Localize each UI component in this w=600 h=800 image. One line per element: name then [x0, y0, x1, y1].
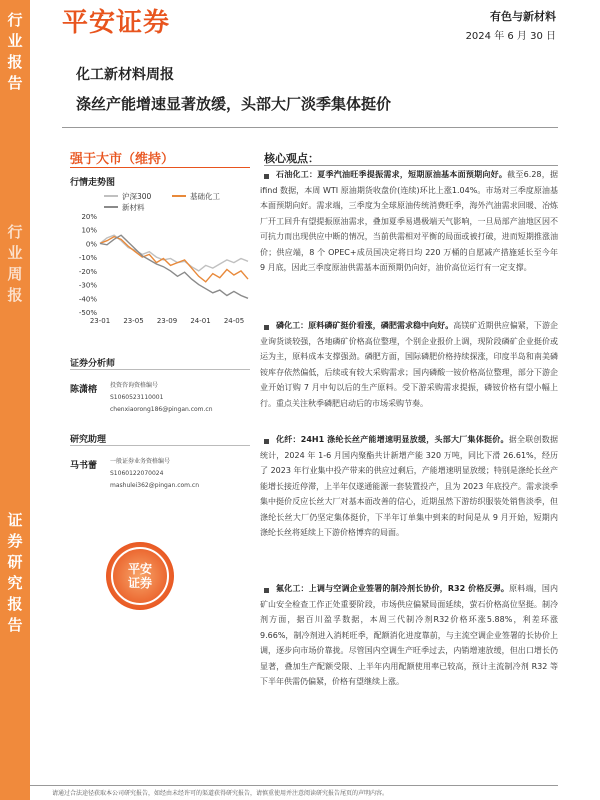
y-tick-label: -30%	[78, 281, 97, 290]
company-logo	[62, 6, 171, 38]
x-tick-label: 24-05	[223, 317, 245, 325]
market-trend-chart	[68, 190, 254, 325]
y-tick-label: 10%	[81, 226, 97, 235]
rating-divider	[70, 167, 250, 168]
logo-text: 平安证券	[62, 7, 171, 38]
side-label-top: 行业报告	[7, 11, 23, 92]
side-label-bottom: 证券研究报告	[7, 511, 23, 634]
analyst-name: 陈潇榕	[70, 385, 98, 395]
chart-title: 行情走势图	[70, 178, 116, 188]
y-tick-label: 0%	[85, 240, 97, 249]
view-lead: 石油化工：夏季汽油旺季提振需求，短期原油基本面预期向好。	[276, 170, 508, 179]
view-text: 截至6.28，据 ifind 数据，本周 WTI 原油期货收盘价(连续)环比上涨1.04%。市场对三季度原油基本面预期向好。需求端，三季度为全球原油传统消费旺季，海外汽油需求回暖、冶炼厂开工回升有望提振原油需求，叠加夏季易遇极端天气影响，一旦局部产油地区因不可抗力而出现供应中断的情况，当前供需相对平衡的局面或被打破，进而短期推涨油价；供应端，8 个 OPEC+成员国决定将日均 220 万桶的自愿减产措施延长至今年 9 月底，因此三季度原油供需基本面预期仍向好，油价高位运行有一定支撑。	[260, 170, 559, 272]
footer-divider	[30, 785, 558, 786]
seal-text-2: 证券	[127, 576, 152, 590]
footer-disclaimer: 请通过合法途径获取本公司研究报告，如经由未经许可的渠道获得研究报告，请慎重使用并注意阅读研究报告尾页的声明内容。	[52, 790, 389, 797]
y-tick-label: 20%	[81, 213, 97, 221]
legend-label: 基础化工	[190, 192, 220, 201]
x-tick-label: 24-01	[190, 317, 211, 325]
view-text: 据全联创数据统计，2024 年 1-6 月国内聚酯共计新增产能 320 万吨，同比下滑 26.61%，经历了 2023 年行业集中投产带来的供应过剩后，产能增速明显放缓；特别是涤纶长丝产能增长接近停滞，上半年仅遂通能源一套装置投产，且为 2023 年底投产。需求淡季集中挺价反应长丝大厂对基本面改善的信心，近期虽然下游纺织服装处销售淡季，但涤纶长丝大厂仍坚定集体挺价，下半年订单集中到来的时间是从 9 月开始，短期内涤纶长丝将延续上下游价格博弈的局面。	[260, 435, 558, 537]
analyst-section-title: 证券分析师	[70, 359, 116, 369]
company-seal	[106, 542, 174, 610]
report-date: 2024 年 6 月 30 日	[465, 31, 556, 42]
view-point-phosphorus	[260, 318, 558, 411]
view-point-petrochem	[260, 167, 558, 276]
rating-label: 强于大市（维持）	[70, 152, 175, 167]
assistant-section-title: 研究助理	[70, 435, 107, 445]
view-lead: 磷化工：原料磷矿挺价看涨，磷肥需求稳中向好。	[276, 321, 454, 330]
report-type: 化工新材料周报	[76, 67, 174, 83]
analyst-cert: 投资咨询资格编号	[110, 382, 159, 389]
assistant-code: S1060122070024	[110, 470, 164, 477]
seal-inner	[111, 547, 169, 605]
series-line	[100, 235, 248, 298]
core-views-heading: 核心观点：	[264, 152, 319, 165]
view-text: 原料端，国内矿山安全检查工作正处重要阶段，市场供应偏紧局面延续，萤石价格高位坚挺。制冷剂方面，据百川盈孚数据，本周三代制冷剂R32价格环涨5.88%，利差环涨9.66%，制冷剂进入消耗旺季，配额消化进度靠前，与主流空调企业签署的长协价上调，逐步向市场价靠拢。尽管国内空调生产旺季过去，内销增速放缓，但出口增长仍显著，叠加生产配额受限、上半年内用配额使用率已较高，预计主流制冷剂 R32 等下半年供需仍偏紧，价格有望继续上涨。	[260, 584, 559, 686]
view-lead: 化纤：24H1 涤纶长丝产能增速明显放缓，头部大厂集体挺价。	[276, 435, 509, 444]
legend-label: 新材料	[122, 203, 145, 212]
analyst-divider	[70, 369, 250, 370]
view-lead: 氟化工：上调与空调企业签署的制冷剂长协价，R32 价格反弹。	[276, 584, 510, 593]
side-banner	[0, 0, 30, 800]
analyst-email[interactable]: chenxiaorong186@pingan.com.cn	[110, 406, 213, 413]
side-label-middle: 行业周报	[7, 223, 23, 304]
core-views-divider	[264, 165, 558, 166]
series-line	[100, 237, 248, 282]
chart-svg	[68, 190, 254, 325]
view-point-fiber	[260, 432, 558, 541]
title-divider	[62, 127, 558, 128]
y-tick-label: -20%	[78, 267, 97, 276]
x-tick-label: 23-01	[89, 317, 111, 325]
y-tick-label: -40%	[78, 295, 97, 304]
analyst-code: S1060523110001	[110, 394, 164, 401]
assistant-email[interactable]: mashulei362@pingan.com.cn	[110, 482, 200, 489]
y-tick-label: -50%	[78, 309, 97, 317]
analyst-info	[110, 380, 213, 416]
y-tick-label: -10%	[78, 254, 97, 263]
seal-text-1: 平安	[127, 562, 152, 576]
legend-label: 沪深300	[122, 192, 152, 201]
report-title: 涤丝产能增速显著放缓，头部大厂淡季集体挺价	[76, 95, 392, 113]
assistant-name: 马书蕾	[70, 461, 98, 471]
x-tick-label: 23-09	[156, 317, 178, 325]
view-point-fluorine	[260, 581, 558, 690]
industry-label: 有色与新材料	[490, 10, 556, 23]
view-text: 高镁矿近期供应偏紧，下游企业询货谈较强，各地磷矿价格高位整理，个别企业报价上调，现阶段磷矿企业挺价或运为主，原料成本支撑强劲。磷肥方面，国际磷肥价格持续探涨，印度半岛和南美磷铵库存依然偏低，后续或有较大采购需求；国内磷酸一铵价格高位整理，部分下游企业开始订购 7 月中旬以后的生产原料。受下游采购需求提振，磷铵价格有望小幅上行。重点关注秋季磷肥启动后的市场采购节奏。	[260, 321, 559, 408]
assistant-divider	[70, 445, 250, 446]
assistant-info	[110, 456, 199, 492]
x-tick-label: 23-05	[123, 317, 144, 325]
assistant-cert: 一般证券业务资格编号	[110, 458, 171, 465]
